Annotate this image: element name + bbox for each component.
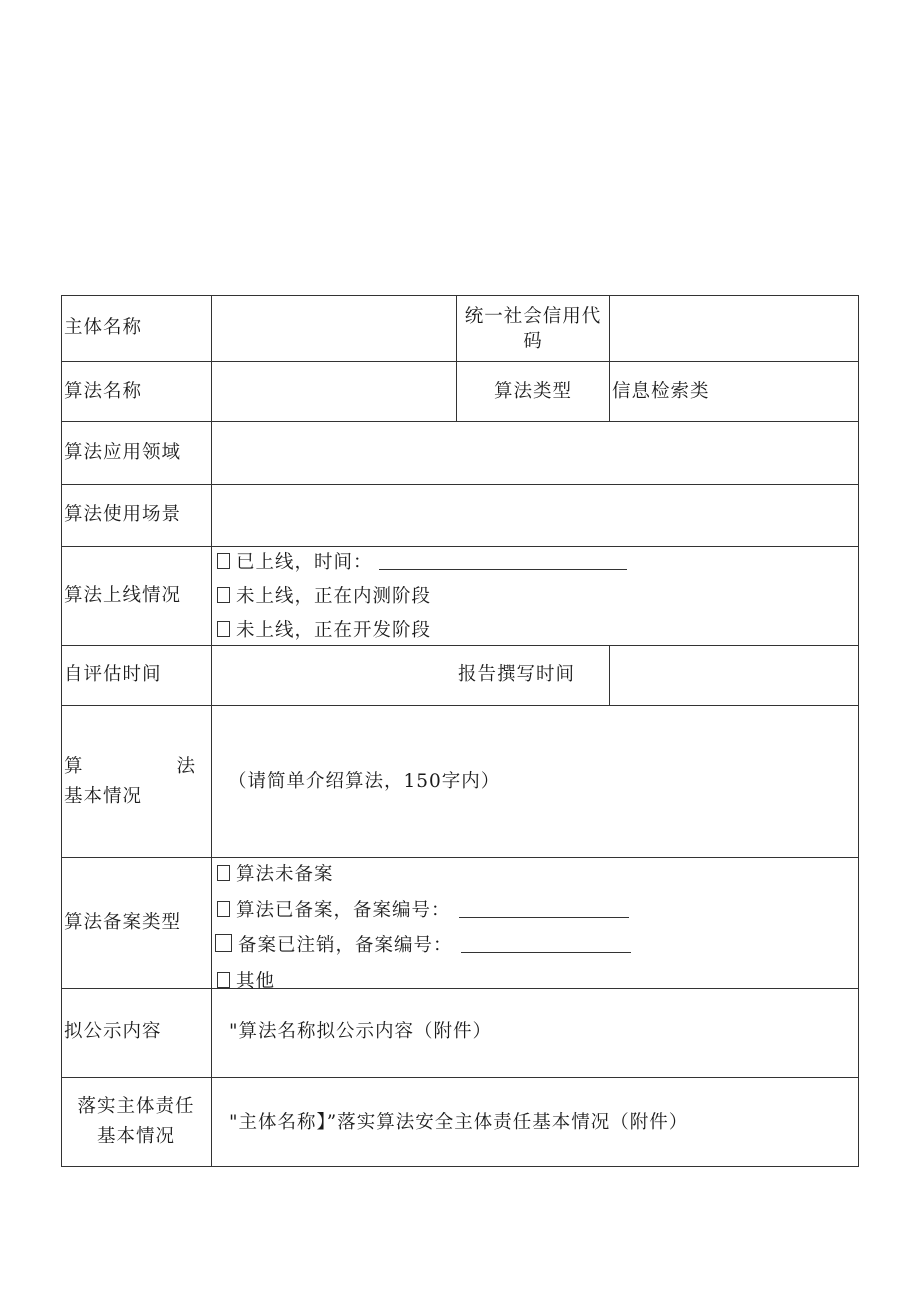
algo-type-value[interactable]: 信息检索类 xyxy=(612,381,710,402)
credit-code-label-line2: 码 xyxy=(523,331,543,352)
responsibility-label-line1: 落实主体责任 xyxy=(77,1096,195,1117)
checkbox-icon[interactable] xyxy=(217,621,230,637)
filing-option-cancelled[interactable]: 备案已注销，备案编号： xyxy=(214,928,631,964)
responsibility-value[interactable]: "主体名称】”落实算法安全主体责任基本情况（附件） xyxy=(229,1112,689,1133)
usage-scenario-label: 算法使用场景 xyxy=(64,504,182,525)
subject-name-label: 主体名称 xyxy=(64,317,143,338)
basic-info-label-line2: 基本情况 xyxy=(64,786,143,807)
credit-code-label xyxy=(457,304,609,354)
checkbox-icon[interactable] xyxy=(217,901,230,917)
launch-option-online[interactable]: 已上线，时间： xyxy=(214,546,627,580)
launch-option-developing[interactable]: 未上线，正在开发阶段 xyxy=(214,614,627,648)
basic-info-label xyxy=(64,752,196,812)
cancelled-number-blank[interactable] xyxy=(461,932,631,953)
filing-option-not-filed[interactable]: 算法未备案 xyxy=(214,857,631,893)
self-eval-time-label: 自评估时间 xyxy=(64,664,162,685)
checkbox-icon[interactable] xyxy=(217,865,230,881)
basic-info-label-line1: 算 法 xyxy=(64,756,196,777)
algo-name-label: 算法名称 xyxy=(64,381,143,402)
column-divider xyxy=(609,295,610,421)
table-border-right xyxy=(858,295,859,1167)
column-divider xyxy=(609,645,610,705)
algo-type-label: 算法类型 xyxy=(493,381,572,402)
filing-type-label: 算法备案类型 xyxy=(64,912,182,933)
basic-info-hint[interactable]: （请简单介绍算法，150字内） xyxy=(228,771,501,792)
filing-option-other[interactable]: 其他 xyxy=(214,964,631,1000)
publicity-value[interactable]: "算法名称拟公示内容（附件） xyxy=(229,1021,493,1042)
responsibility-label-line2: 基本情况 xyxy=(96,1126,175,1147)
checkbox-icon[interactable] xyxy=(217,553,230,569)
table-border-left xyxy=(61,295,62,1167)
table-border-bottom xyxy=(61,1166,859,1167)
column-divider xyxy=(211,295,212,1167)
row-divider xyxy=(61,361,859,362)
filing-number-blank[interactable] xyxy=(459,897,629,918)
checkbox-icon[interactable] xyxy=(215,934,232,952)
table-border-top xyxy=(61,295,859,296)
launch-status-label: 算法上线情况 xyxy=(64,585,182,606)
publicity-label: 拟公示内容 xyxy=(64,1021,162,1042)
responsibility-label xyxy=(61,1092,211,1152)
filing-option-filed[interactable]: 算法已备案，备案编号： xyxy=(214,893,631,929)
row-divider xyxy=(61,484,859,485)
row-divider xyxy=(61,1077,859,1078)
row-divider xyxy=(61,421,859,422)
row-divider xyxy=(61,705,859,706)
algorithm-self-assessment-form xyxy=(61,295,859,1167)
launch-status-options xyxy=(214,546,627,648)
application-domain-label: 算法应用领域 xyxy=(64,442,182,463)
credit-code-label-line1: 统一社会信用代 xyxy=(464,306,602,327)
launch-option-internal-testing[interactable]: 未上线，正在内测阶段 xyxy=(214,580,627,614)
checkbox-icon[interactable] xyxy=(217,972,230,988)
checkbox-icon[interactable] xyxy=(217,587,230,603)
filing-type-options xyxy=(214,857,631,999)
launch-time-blank[interactable] xyxy=(379,549,627,570)
report-time-label: 报告撰写时间 xyxy=(458,664,576,685)
